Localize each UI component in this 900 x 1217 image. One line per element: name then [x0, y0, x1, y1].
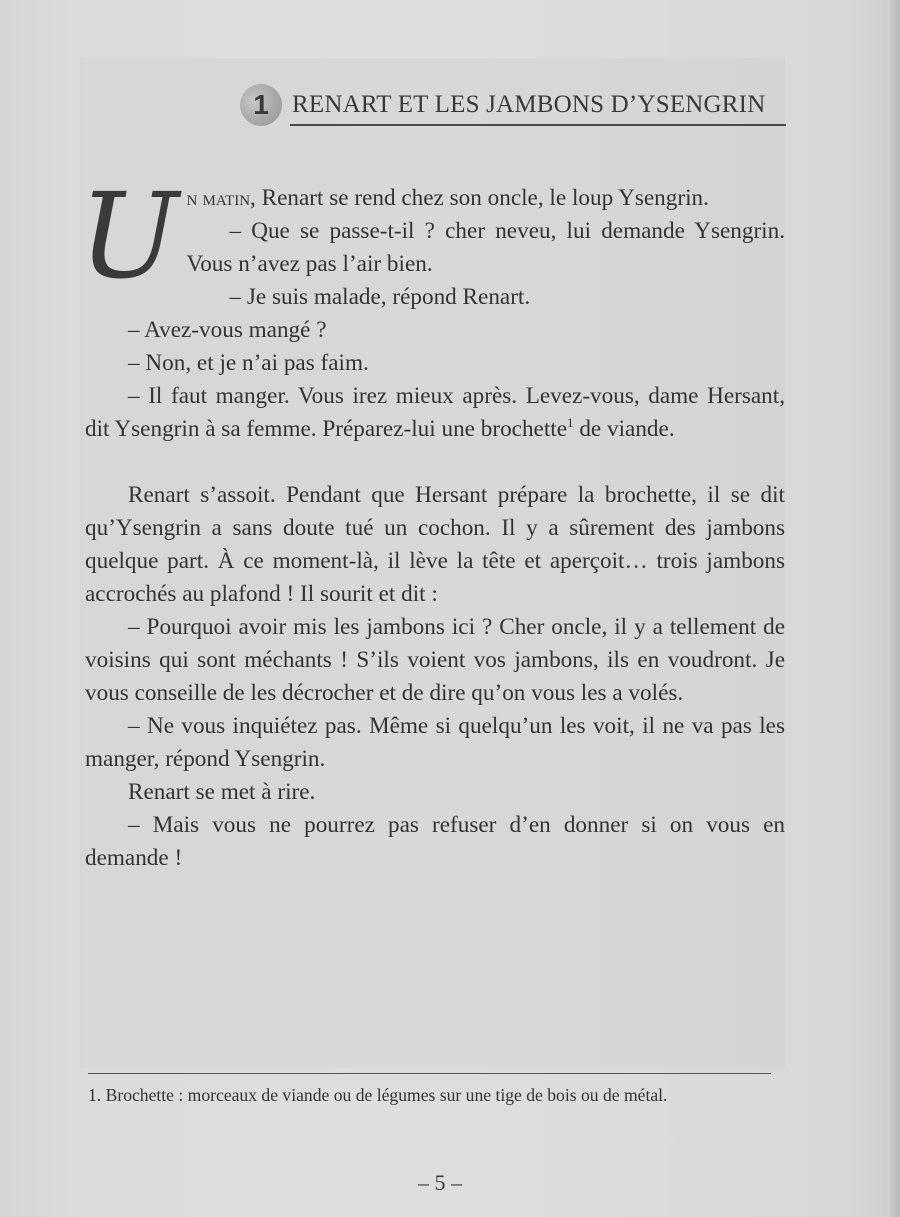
- paragraph: – Avez-vous mangé ?: [128, 317, 327, 343]
- footnote-divider: [88, 1073, 771, 1074]
- chapter-title: RENART ET LES JAMBONS D’YSENGRIN: [292, 91, 766, 118]
- footnote: 1. Brochette : morceaux de viande ou de légumes sur une tige de bois ou de métal.: [88, 1085, 668, 1105]
- paragraph: – Non, et je n’ai pas faim.: [128, 350, 369, 376]
- drop-cap: U: [79, 167, 179, 305]
- paragraph-with-footnote: [85, 380, 785, 446]
- paragraph: – Que se passe-t-il ? cher neveu, lui demande Ysengrin. Vous n’avez pas l’air bien.: [186, 218, 785, 277]
- paragraph: Renart se met à rire.: [128, 779, 316, 805]
- chapter-title-underline: [290, 124, 786, 126]
- chapter-body: [79, 167, 785, 875]
- section-gap: [85, 446, 785, 479]
- chapter-number-badge: 1: [240, 84, 282, 126]
- paragraph-text: de viande.: [573, 416, 675, 442]
- footnote-reference: 1: [567, 415, 574, 430]
- paragraph-text: – Il faut manger. Vous irez mieux après. Levez-vous, dame Hersant, dit Ysengrin à sa femme. Préparez-lui une brochette: [85, 383, 785, 442]
- paragraph: – Mais vous ne pourrez pas refuser d’en donner si on vous en demande !: [85, 812, 785, 871]
- opening-smallcaps: n matin: [186, 186, 251, 210]
- paragraph: – Je suis malade, répond Renart.: [229, 284, 531, 310]
- paragraph: Renart s’assoit. Pendant que Hersant prépare la brochette, il se dit qu’Ysengrin a sans doute tué un cochon. Il y a sûrement des jambons quelque part. À ce moment-là, il lève la tête et aperçoit… trois jambons accrochés au plafond ! Il sourit et dit :: [85, 482, 785, 607]
- paragraph: [85, 182, 785, 215]
- paragraph: – Ne vous inquiétez pas. Même si quelqu’un les voit, il ne va pas les manger, répond Ysengrin.: [85, 713, 785, 772]
- paragraph: – Pourquoi avoir mis les jambons ici ? Cher oncle, il y a tellement de voisins qui sont méchants ! S’ils voient vos jambons, ils en voudront. Je vous conseille de les décrocher et de dire qu’on vous les a volés.: [85, 614, 785, 706]
- page-number: – 5 –: [418, 1170, 462, 1195]
- chapter-header: [240, 84, 786, 128]
- page-edge-shadow: [890, 0, 900, 1217]
- opening-text: , Renart se rend chez son oncle, le loup Ysengrin.: [250, 185, 709, 211]
